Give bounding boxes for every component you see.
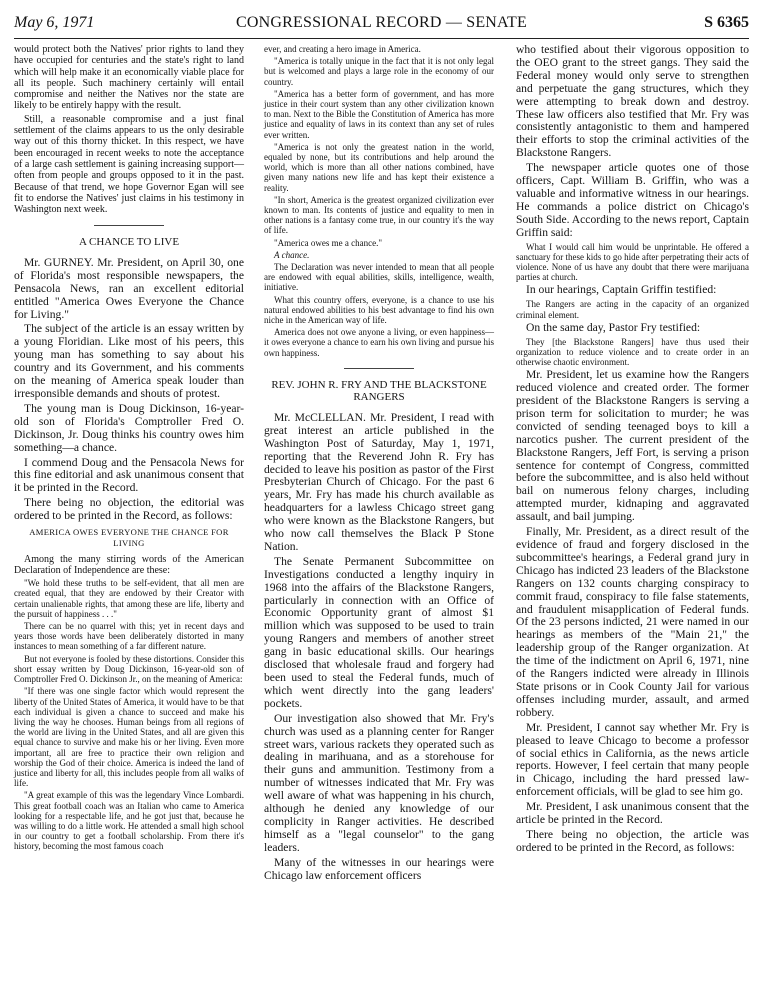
header-date: May 6, 1971 bbox=[14, 14, 95, 31]
paragraph: America does not owe anyone a living, or even happiness—it owes everyone a chance to earn his own living and pursue his own happiness. bbox=[264, 327, 494, 358]
column-2 bbox=[264, 44, 494, 885]
paragraph: The newspaper article quotes one of those officers, Capt. William B. Griffin, who was a valuable and informative witness in our hearings. He commands a police district on Chicago's South Side. According to the news report, Captain Griffin said: bbox=[516, 161, 749, 239]
column-1 bbox=[14, 44, 244, 854]
paragraph: "A great example of this was the legendary Vince Lombardi. This great football coach was an Italian who came to America looking for a respectable life, and he got just that, because he was willing to do a little work. He attended a small high school in our country to get a football scholarship. From there it's history, becoming the most famous coach bbox=[14, 790, 244, 852]
paragraph: The young man is Doug Dickinson, 16-year-old son of Florida's Comptroller Fred O. Dickinson, Jr. Doug thinks his country owes him something—a chance. bbox=[14, 401, 244, 454]
paragraph: There being no objection, the editorial was ordered to be printed in the Record, as follows: bbox=[14, 496, 244, 523]
paragraph: "America is not only the greatest nation in the world, equaled by none, but its contributions and help around the world, which is more than all other nations combined, have given many nations new life and has kept their existence a reality. bbox=[264, 141, 494, 193]
paragraph: Mr. McCLELLAN. Mr. President, I read with great interest an article published in the Washington Post of Saturday, May 1, 1971, reporting that the Reverend John R. Fry has decided to leave his position as pastor of the First Presbyterian Church of Chicago. For the past 6 years, Mr. Fry has made his church available as headquarters for a lawless Chicago street gang who were known as the Blackstone Rangers, but who now call themselves the Black P Stone Nation. bbox=[264, 410, 494, 553]
header-page-number: S 6365 bbox=[704, 14, 749, 31]
paragraph: On the same day, Pastor Fry testified: bbox=[526, 320, 701, 334]
paragraph: The Senate Permanent Subcommittee on Investigations conducted a lengthy inquiry in 1968 into the affairs of the Blackstone Rangers, particularly in connection with an Office of Economic Opportunity grant of almost $1 million which was supposed to be used to train young Rangers and members of another street gang in basic educational skills. Our hearings disclosed that wholesale fraud and forgery had been used to steal the Federal funds, much of which went directly into the gang leaders' pockets. bbox=[264, 554, 494, 710]
section-heading: REV. JOHN R. FRY AND THE BLACKSTONE RANGERS bbox=[271, 378, 487, 404]
paragraph: Among the many stirring words of the American Declaration of Independence are these: bbox=[14, 553, 244, 576]
paragraph: "America is totally unique in the fact that it is not only legal but is welcomed and plays a large role in the economy of our country. bbox=[264, 56, 494, 87]
paragraph: Mr. President, let us examine how the Rangers reduced violence and created order. The former president of the Blackstone Rangers is serving a prison term for solicitation to murder; he was convicted of sending teenaged boys to kill a narcotics pusher. The current president of the Blackstone Rangers, Jeff Fort, is serving a prison sentence for contempt of Congress, committed before the subcommittee, and is also held without bail on numerous felony charges, including attempted murder, kidnaping and aggravated assault, and bail jumping. bbox=[516, 368, 749, 524]
paragraph: A chance. bbox=[274, 249, 310, 260]
paragraph: "If there was one single factor which would represent the liberty of the United States of America, it would have to be that each individual is given a chance to succeed and make his living the way he chooses. Human beings from all regions of the world are living in the United States, and all are given this equal chance to survive and make his or her living. Even more important, all are free to practice their own religion and worship the God of their choice. America is indeed the land of justice and liberty for all, this includes people from all walks of life. bbox=[14, 686, 244, 789]
paragraph: would protect both the Natives' prior rights to land they have occupied for centuries and the state's right to land which will help make it an economically viable place for all its people. Such machinery certainly will entail compromise and neither the Natives nor the state are likely to be entirely happy with the result. bbox=[14, 44, 244, 112]
paragraph: Still, a reasonable compromise and a just final settlement of the claims appears to us the only desirable way out of this thorny thicket. In this respect, we have been encouraged in recent weeks to note the acceptance of a large cash settlement is gaining increasing support—often from people and groups opposed to it in the past. Because of that trend, we hope Governor Egan will see fit to endorse the Natives' just claims in his testimony in Washington next week. bbox=[14, 113, 244, 216]
paragraph: But not everyone is fooled by these distortions. Consider this short essay written by Doug Dickinson, 16-year-old son of Comptroller Fred O. Dickinson Jr., on the meaning of America: bbox=[14, 653, 244, 685]
paragraph: The subject of the article is an essay written by a young Floridian. Like most of his peers, this young man has something to say about his country and its Government, and his comments on the meaning of America speak louder than irresponsible demands and shouts of protest. bbox=[14, 322, 244, 401]
paragraph: who testified about their vigorous opposition to the OEO grant to the street gangs. They said the Federal money would only serve to strengthen and perpetuate the gang structures, which they were attempting to break down and destroy. These law officers also testified that Mr. Fry was consistently antagonistic to them and hampered their efforts to stop the criminal activities of the Blackstone Rangers. bbox=[516, 43, 749, 160]
paragraph: Mr. GURNEY. Mr. President, on April 30, one of Florida's most responsible newspapers, the Pensacola News, ran an excellent editorial entitled "America Owes Everyone the Chance for Living." bbox=[14, 255, 244, 321]
page-header bbox=[14, 14, 749, 38]
paragraph: Mr. President, I ask unanimous consent that the article be printed in the Record. bbox=[516, 800, 749, 827]
paragraph: In our hearings, Captain Griffin testified: bbox=[526, 283, 717, 297]
paragraph: The Declaration was never intended to mean that all people are endowed with equal abilities, skills, intelligence, wealth, initiative. bbox=[264, 262, 494, 293]
column-3 bbox=[516, 44, 749, 857]
block-quote: They [the Blackstone Rangers] have thus used their organization to reduce violence and to create order in an otherwise chaotic environment. bbox=[516, 336, 749, 368]
paragraph: Many of the witnesses in our hearings were Chicago law enforcement officers bbox=[264, 855, 494, 882]
paragraph: Our investigation also showed that Mr. Fry's church was used as a planning center for Ranger street wars, various rackets they operated such as dealing in marihuana, and as a storehouse for their guns and ammunition. Testimony from a number of witnesses indicated that Mr. Fry was well aware of what was happening in his church, although he denied any knowledge of our complicity in Ranger activities. He described himself as a "legal counselor" to the gang leaders. bbox=[264, 711, 494, 854]
section-divider bbox=[344, 368, 414, 369]
paragraph: "In short, America is the greatest organized civilization ever known to man. Its contents of justice and equality to men in other nations is a fantasy come true, in our country it's the way of life. bbox=[264, 194, 494, 236]
section-divider bbox=[94, 225, 164, 226]
header-title: CONGRESSIONAL RECORD — SENATE bbox=[235, 14, 527, 31]
header-rule bbox=[14, 38, 749, 39]
block-quote: The Rangers are acting in the capacity of an organized criminal element. bbox=[516, 299, 749, 320]
editorial-title: AMERICA OWES EVERYONE THE CHANCE FOR LIVING bbox=[29, 527, 229, 549]
paragraph: ever, and creating a hero image in America. bbox=[264, 44, 421, 54]
paragraph: There can be no quarrel with this; yet in recent days and years those words have been deliberately distorted in many instances to mean something of a far different nature. bbox=[14, 621, 244, 652]
paragraph: What this country offers, everyone, is a chance to use his natural endowed abilities to his best advantage to find his own niche in the American way of life. bbox=[264, 294, 494, 326]
paragraph: Mr. President, I cannot say whether Mr. Fry is pleased to leave Chicago to become a professor of social ethics in California, as the news article reports. However, I feel certain that many people in Chicago, including the hard pressed law-enforcement officials, will be glad to see him go. bbox=[516, 720, 749, 799]
paragraph: "America owes me a chance." bbox=[274, 237, 383, 248]
paragraph: "We hold these truths to be self-evident, that all men are created equal, that they are endowed by their Creator with certain unalienable rights, that among these are life, liberty and the pursuit of happiness . . ." bbox=[14, 578, 244, 619]
section-heading: A CHANCE TO LIVE bbox=[78, 236, 180, 249]
paragraph: "America has a better form of government, and has more justice in their court system than any other civilization known to man. Next to the Bible the Constitution of America has more justice and equality of laws in its context than any set of rules ever written. bbox=[264, 88, 494, 140]
paragraph: I commend Doug and the Pensacola News for this fine editorial and ask unanimous consent that it be printed in the Record. bbox=[14, 455, 244, 495]
paragraph: There being no objection, the article was ordered to be printed in the Record, as follows: bbox=[516, 827, 749, 854]
block-quote: What I would call him would be unprintable. He offered a sanctuary for these kids to go hide after perpetrating their acts of violence. None of us have any doubt that there were marijuana parties at church. bbox=[516, 241, 749, 283]
paragraph: Finally, Mr. President, as a direct result of the evidence of fraud and forgery disclosed in the subcommittee's hearings, a Federal grand jury in Chicago has indicted 23 leaders of the Blackstone Rangers on 132 counts charging conspiracy to commit fraud, conspiracy to file false statements, and fraudulent misapplication of Federal funds. Of the 23 persons indicted, 21 were named in our hearings as members of the "Main 21," the leadership group of the Ranger organization. At the time of the indictment on April 6, 1971, nine of the Rangers indicted were already in Illinois State prisons or in Cook County Jail for various offenses including murder, assault, and armed robbery. bbox=[516, 525, 749, 719]
